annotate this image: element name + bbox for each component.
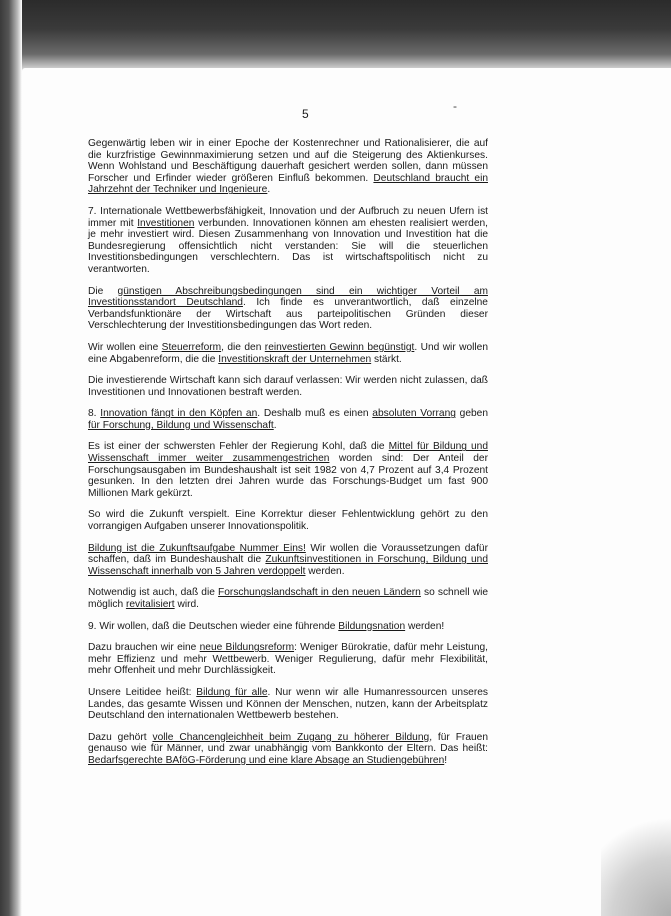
paragraph-text: Notwendig ist auch, daß die <box>88 587 219 599</box>
paragraph-text: geben <box>455 408 489 420</box>
document-body <box>88 138 488 777</box>
paragraph-text: Die <box>88 285 118 297</box>
paragraph-text: . Ich finde es unverantwortlich, daß einzelne Verbandsfunktionäre der Wirtschaft aus parteipolitischen Gründen dieser Verschlechterung der Investitionsbedingungen das Wort reden. <box>88 297 488 332</box>
underlined-text: revitalisiert <box>125 599 175 610</box>
scan-shadow-left <box>0 0 22 916</box>
paragraph-text: stärkt. <box>371 353 402 365</box>
paragraph-text: ! <box>444 754 448 766</box>
underlined-text: Investitionen <box>137 217 195 229</box>
underlined-text: neue Bildungsreform <box>199 642 295 654</box>
paragraph <box>88 408 488 431</box>
paragraph-text: Dazu gehört <box>88 731 153 743</box>
underlined-text: absoluten Vorrang <box>372 408 456 420</box>
paragraph <box>88 642 488 677</box>
paragraph-text: Unsere Leitidee heißt: <box>88 686 197 698</box>
paragraph-text: . <box>273 419 277 431</box>
paragraph-text: 8. <box>88 408 101 420</box>
page-mark: - <box>453 99 457 113</box>
underlined-text: reinvestierten Gewinn begünstigt <box>264 341 415 353</box>
paragraph-text: : Weniger Bürokratie, dafür mehr Leistung, mehr Effizienz und mehr Wettbewerb. Weniger Regulierung, dafür mehr Flexibilität, mehr Offenheit und mehr Durchlässigkeit. <box>88 642 489 677</box>
paragraph-text: . Nur wenn wir alle Humanressourcen unseres Landes, das gesamte Wissen und Können der Menschen, nutzen, kann der Arbeitsplatz Deutschland den internationalen Wettbewerb bestehen. <box>88 686 489 722</box>
paragraph-text: wird. <box>174 599 199 610</box>
paragraph <box>88 375 488 398</box>
underlined-text: Zukunftsinvestitionen in Forschung, Bildung und Wissenschaft innerhalb von 5 Jahren verdoppelt <box>88 554 488 577</box>
paragraph-text: Wir wollen eine <box>88 341 162 353</box>
paragraph-text: . <box>267 184 271 196</box>
paragraph-text: Es ist einer der schwersten Fehler der Regierung Kohl, daß die <box>88 441 389 453</box>
underlined-text: Bildung für alle <box>196 686 268 698</box>
paragraph-text: worden sind: Der Anteil der Forschungsausgaben im Bundeshaushalt ist seit 1982 von 4,7 Prozent auf 3,4 Prozent gesunken. In den letzten drei Jahren wurde das Forschungs-Budget um fast 900 Millionen Mark gekürzt. <box>88 453 488 499</box>
underlined-text: volle Chancengleichheit beim Zugang zu höherer Bildung <box>152 731 430 743</box>
underlined-text: günstigen Abschreibungsbedingungen sind ein wichtiger Vorteil am Investitionsstandort Deutschland <box>88 285 488 309</box>
paragraph <box>88 138 488 196</box>
paragraph <box>88 732 488 767</box>
paragraph <box>88 621 488 633</box>
underlined-text: Forschungslandschaft in den neuen Ländern <box>218 587 421 599</box>
page-number: 5 <box>302 107 309 121</box>
paragraph <box>88 543 488 578</box>
paragraph-text: Die investierende Wirtschaft kann sich darauf verlassen: Wir werden nicht zulassen, daß Investitionen und Innovationen bestraft werden. <box>88 375 488 398</box>
paragraph-text: werden. <box>305 565 345 577</box>
scan-shadow-top <box>0 0 671 72</box>
paragraph-text: . Deshalb muß es einen <box>257 408 373 420</box>
paragraph-text: , für Frauen genauso wie für Männer, und zwar unabhängig vom Bankkonto der Eltern. Das heißt: <box>88 731 488 755</box>
paragraph <box>88 286 488 332</box>
underlined-text: Bildung ist die Zukunftsaufgabe Nummer Eins! <box>88 542 306 554</box>
underlined-text: für Forschung, Bildung und Wissenschaft <box>88 419 274 431</box>
paragraph <box>88 441 488 499</box>
paragraph-text: 7. Internationale Wettbewerbsfähigkeit, Innovation und der Aufbruch zu neuen Ufern ist immer mit <box>88 205 488 229</box>
paragraph-text: Gegenwärtig leben wir in einer Epoche der Kostenrechner und Rationalisierer, die auf die kurzfristige Gewinnmaximierung setzen und auf die Steigerung des Aktienkurses. Wenn Wohlstand und Beschäftigung dauerhaft gesichert werden sollen, dann müssen Forscher und Erfinder wieder größeren Einfluß bekommen. <box>88 138 488 184</box>
paragraph-text: , die den <box>221 341 265 353</box>
paragraph-text: verbunden. Innovationen können am ehesten realisiert werden, je mehr investiert wird. Diesen Zusammenhang von Innovation und Investition hat die Bundesregierung offensichtlich nicht verstanden: Sie will die steuerlichen Investitionsbedingungen verschlechtern. Das ist wirtschaftspolitisch nicht zu verantworten. <box>88 217 488 275</box>
paragraph <box>88 342 488 365</box>
paragraph-text: so schnell wie möglich <box>88 587 488 610</box>
scan-shadow-corner <box>601 806 671 916</box>
underlined-text: Innovation fängt in den Köpfen an <box>100 408 258 420</box>
paragraph-text: Wir wollen die Voraussetzungen dafür schaffen, daß im Bundeshaushalt die <box>88 542 488 566</box>
paragraph-text: werden! <box>405 620 445 632</box>
underlined-text: Bedarfsgerechte BAföG-Förderung und eine klare Absage an Studiengebühren <box>88 754 445 766</box>
paragraph <box>88 687 488 722</box>
paragraph-text: Dazu brauchen wir eine <box>88 642 200 654</box>
paragraph <box>88 509 488 532</box>
paragraph-text: 9. Wir wollen, daß die Deutschen wieder eine führende <box>88 620 339 632</box>
paragraph-text: So wird die Zukunft verspielt. Eine Korrektur dieser Fehlentwicklung gehört zu den vorrangigen Aufgaben unserer Innovationspolitik. <box>88 509 488 533</box>
paragraph <box>88 587 488 610</box>
paragraph <box>88 206 488 276</box>
underlined-text: Deutschland braucht ein Jahrzehnt der Techniker und Ingenieure <box>88 172 488 196</box>
underlined-text: Investitionskraft der Unternehmen <box>218 353 372 365</box>
paragraph-text: . Und wir wollen eine Abgabenreform, die die <box>88 341 489 365</box>
underlined-text: Steuerreform <box>161 341 222 353</box>
underlined-text: Mittel für Bildung und Wissenschaft immer weiter zusammengestrichen <box>88 441 488 465</box>
underlined-text: Bildungsnation <box>338 620 406 632</box>
